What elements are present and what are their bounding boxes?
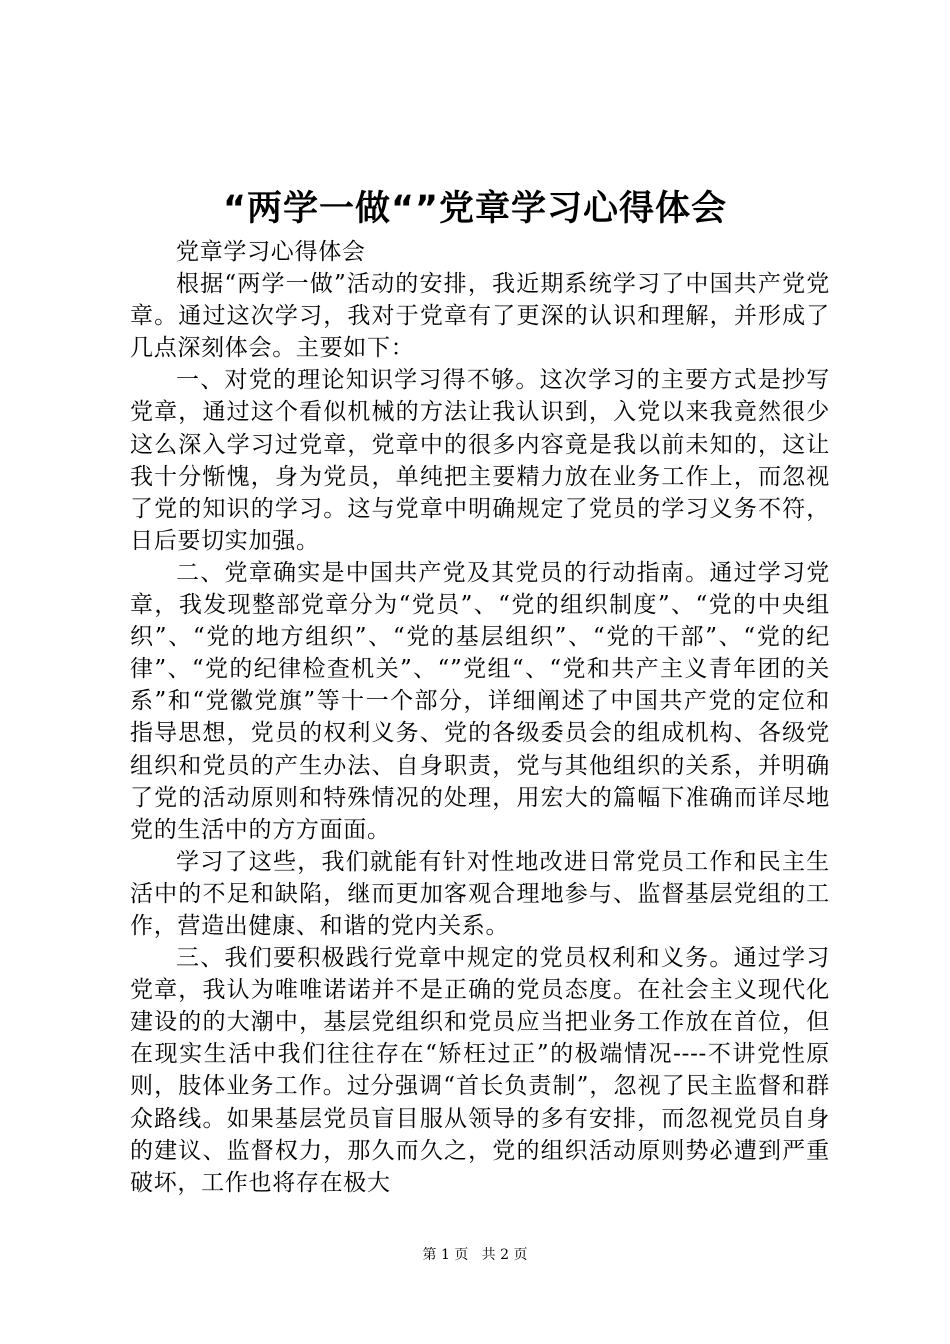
document-subtitle: 党章学习心得体会 [176, 239, 366, 265]
document-body [130, 236, 830, 1199]
paragraph-point-2: 二、党章确实是中国共产党及其党员的行动指南。通过学习党章，我发现整部党章分为“党员”、“党的组织制度”、“党的中央组织”、“党的地方组织”、“党的基层组织”、“党的干部”、“党的纪律”、“党的纪律检查机关”、“”党组“、“党和共产主义青年团的关系”和“党徽党旗”等十一个部分，详细阐述了中国共产党的定位和指导思想，党员的权利义务、党的各级委员会的组成机构、各级党组织和党员的产生办法、自身职责，党与其他组织的关系，并明确了党的活动原则和特殊情况的处理，用宏大的篇幅下准确而详尽地党的生活中的方方面面。 [130, 559, 830, 843]
document-title: “两学一做“”党章学习心得体会 [222, 189, 727, 229]
page-number-label: 第 1 页 共 2 页 [422, 1247, 528, 1263]
paragraph-point-2-followup: 学习了这些，我们就能有针对性地改进日常党员工作和民主生活中的不足和缺陷，继而更加客观合理地参与、监督基层党组的工作，营造出健康、和谐的党内关系。 [130, 848, 830, 939]
page-footer [0, 1245, 950, 1265]
paragraph-point-1: 一、对党的理论知识学习得不够。这次学习的主要方式是抄写党章，通过这个看似机械的方法让我认识到，入党以来我竟然很少这么深入学习过党章，党章中的很多内容竟是我以前未知的，这让我十分惭愧，身为党员，单纯把主要精力放在业务工作上，而忽视了党的知识的学习。这与党章中明确规定了党员的学习义务不符，日后要切实加强。 [130, 367, 830, 554]
paragraph-intro: 根据“两学一做”活动的安排，我近期系统学习了中国共产党党章。通过这次学习，我对于党章有了更深的认识和理解，并形成了几点深刻体会。主要如下： [130, 271, 830, 362]
paragraph-point-3: 三、我们要积极践行党章中规定的党员权利和义务。通过学习党章，我认为唯唯诺诺并不是正确的党员态度。在社会主义现代化建设的的大潮中，基层党组织和党员应当把业务工作放在首位，但在现实生活中我们往往存在“矫枉过正”的极端情况----不讲党性原则，肢体业务工作。过分强调“首长负责制”，忽视了民主监督和群众路线。如果基层党员盲目服从领导的多有安排，而忽视党员自身的建议、监督权力，那久而久之，党的组织活动原则势必遭到严重破坏，工作也将存在极大 [130, 945, 830, 1196]
